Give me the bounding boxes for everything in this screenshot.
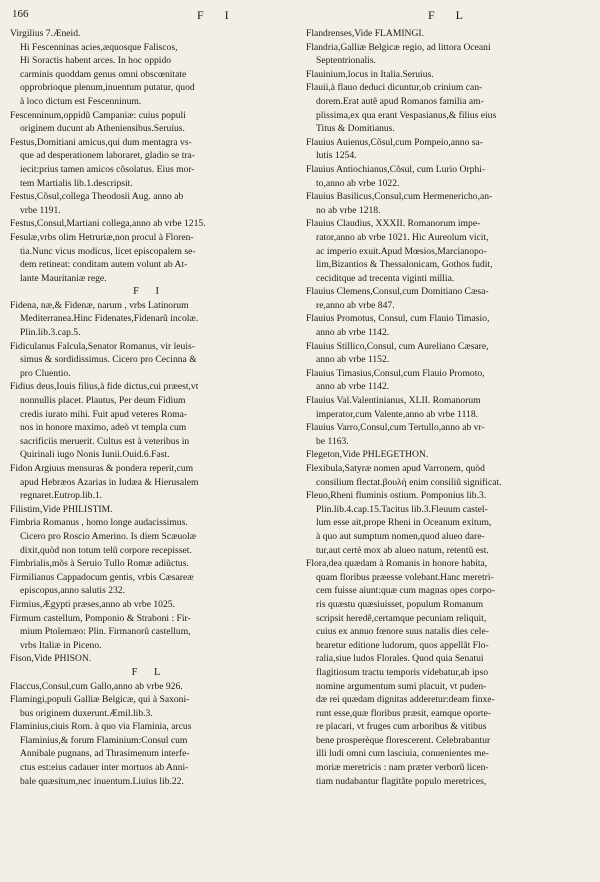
entry-line: Flegeton,Vide PHLEGETHON. (306, 449, 429, 461)
dictionary-entry (306, 217, 588, 285)
entry-line: bale quæsitum,nec inuentum.Liuius lib.22. (20, 775, 184, 787)
entry-line: dorem.Erat autẽ apud Romanos familia am- (316, 95, 484, 107)
dictionary-entry (10, 380, 289, 462)
entry-line: to,anno ab vrbe 1022. (316, 177, 400, 189)
entry-line: cuius ex annuo fœnore suus natalis dies cele- (316, 626, 489, 638)
dictionary-entry (306, 462, 588, 489)
dictionary-entry (10, 462, 289, 503)
entry-line: braretur editione ludorum, quos appellãt Flo- (316, 639, 489, 651)
dictionary-entry (306, 27, 588, 41)
entry-line: F L (131, 666, 168, 678)
entry-line: tiam nudabantur flagitãte populo meretrices, (316, 775, 487, 787)
entry-line: Mediterranea.Hinc Fidenates,Fidenarũ incolæ. (20, 313, 199, 325)
entry-line: bene prosperèque florescerent. Celebrabantur (316, 734, 491, 746)
entry-line: originem ducunt ab Atheniensibus.Seruius. (20, 123, 185, 135)
entry-line: consilium flectat.βουλὴ enim consiliũ significat. (316, 476, 502, 488)
dictionary-entry (306, 136, 588, 163)
entry-line: ralia,siue ludos Florales. Quod quia Senatui (316, 653, 484, 665)
entry-line: dem retineat: conditam autem volunt ab At- (20, 259, 188, 271)
dictionary-entry (10, 693, 289, 720)
entry-line: Flauius Stillico,Consul, cum Aureliano Cæsare, (306, 340, 489, 352)
entry-line: Flauius Antiochianus,Cõsul, cum Lurio Orphi- (306, 163, 486, 175)
entry-line: apud Hebræos Azarias in Iudæa & Hierusalem (20, 476, 199, 488)
entry-line: episcopus,anno salutis 232. (20, 585, 125, 597)
dictionary-entry (306, 81, 588, 135)
dictionary-entry (10, 720, 289, 788)
entry-line: à quo aut sumptum nomen,quod alueo dare- (316, 530, 485, 542)
entry-line: ctus est:eius cadauer inter mortuos ab Anni- (20, 762, 189, 774)
entry-line: ceciditque ad trecenta viginti millia. (316, 272, 455, 284)
entry-line: Hi Fescenninas acies,æquosque Faliscos, (20, 41, 178, 53)
entry-line: Fidius deus,Iouis filius,à fide dictus,cui præest,vt (10, 381, 199, 393)
entry-line: Flauius Clemens,Consul,cum Domitiano Cæsa- (306, 286, 489, 298)
entry-line: tia.Nunc vicus modicus, licet episcopalem se- (20, 245, 196, 257)
entry-line: lutis 1254. (316, 150, 357, 162)
entry-line: rator,anno ab vrbe 1021. Hic Aureolum vicit, (316, 231, 489, 243)
entry-line: Cicero pro Roscio Amerino. Is diem Scæuolæ (20, 530, 197, 542)
entry-line: Quirinali iugo Nonis Iunii.Ouid.6.Fast. (20, 449, 170, 461)
dictionary-entry (10, 680, 289, 694)
entry-line: iecit:prius tamen amicos cõsolatus. Eius mor- (20, 163, 195, 175)
entry-line: pro Cluentio. (20, 367, 71, 379)
entry-line: runt esse,quæ floribus præsit, eamque oporte- (316, 707, 492, 719)
entry-line: Fidena, næ,& Fidenæ, narum , vrbs Latinorum (10, 299, 189, 311)
entry-line: Fidon Argiuus mensuras & pondera reperit,cum (10, 463, 194, 474)
entry-line: Flexibula,Satyræ nomen apud Varronem, quòd (306, 463, 485, 474)
entry-line: Flandria,Galliæ Belgicæ regio, ad littora Oceani (306, 41, 491, 53)
right-column (306, 27, 588, 788)
entry-line: nomine argumentum sumi placuit, vt puden- (316, 680, 487, 692)
dictionary-entry (10, 27, 289, 109)
entry-line: Hi Soractis habent arces. In hoc oppido (20, 55, 172, 67)
entry-line: Flaminius,& forum Flaminium:Consul cum (20, 734, 188, 746)
entry-line: quam floribus præesse volebant.Hanc meretri- (316, 571, 494, 583)
entry-line: dixit,quòd non totum telũ corpore recepisset. (20, 544, 192, 556)
page-number: 166 (12, 8, 29, 20)
entry-line: tem Martialis lib.1.descripsit. (20, 177, 133, 189)
entry-line: Flauius Timasius,Consul,cum Flauio Promoto, (306, 367, 485, 379)
entry-line: be 1163. (316, 435, 349, 447)
entry-line: Flauii,à flauo deduci dicuntur,ob crinium can- (306, 82, 483, 94)
entry-line: Flamingi,populi Galliæ Belgicæ, qui à Saxoni- (10, 694, 190, 706)
entry-line: Festus,Domitiani amicus,qui dum mentagra vs- (10, 136, 192, 148)
entry-line: Firmius,Ægypti præses,anno ab vrbe 1025. (10, 598, 175, 610)
entry-line: re placari, vt fruges cum arboribus & vitibus (316, 721, 487, 733)
entry-line: opprobrioque plenum,inuentum putatur, quod (20, 82, 195, 94)
entry-line: Firmum castellum, Pomponio & Straboni : Fir- (10, 612, 191, 624)
entry-line: lum esse ait,prope Rheni in Oceanum exitum, (316, 517, 492, 529)
dictionary-entry (10, 571, 289, 598)
dictionary-entry (306, 557, 588, 788)
right-column-heading: F L (428, 8, 473, 22)
entry-line: plissima,ex qua erant Vespasianus,& filius eius (316, 109, 497, 121)
dictionary-entry (306, 312, 588, 339)
entry-line: Flauius Promotus, Consul, cum Flauio Timasio, (306, 313, 490, 325)
entry-line: cem fuisse aiunt:quæ cum magnas opes corpo- (316, 585, 496, 597)
entry-line: Septentrionalis. (316, 55, 376, 67)
dictionary-entry (10, 503, 289, 517)
entry-line: à loco dictum est Fescenninum. (20, 95, 142, 107)
entry-line: anno ab vrbe 1152. (316, 354, 390, 366)
entry-line: Filistim,Vide PHILISTIM. (10, 503, 113, 515)
entry-line: nos in honore maximo, adeò vt templa cum (20, 422, 187, 434)
entry-line: Flora,dea quædam à Romanis in honore habita, (306, 558, 488, 570)
entry-line: F I (133, 286, 166, 298)
dictionary-entry (306, 340, 588, 367)
entry-line: Flauius Auienus,Cõsul,cum Pompeio,anno sa- (306, 136, 483, 148)
entry-line: ris quæstu quæsiuisset, populum Romanum (316, 598, 484, 610)
entry-line: flagitiosum tractu temporis videbatur,ab ipso (316, 666, 488, 678)
entry-line: carminis quoddam genus omni obscœnitate (20, 68, 187, 80)
dictionary-entry (306, 285, 588, 312)
section-heading (10, 285, 289, 299)
entry-line: Plin.lib.3.cap.5. (20, 327, 81, 339)
dictionary-entry (306, 41, 588, 68)
entry-line: vrbe 1191. (20, 204, 61, 216)
dictionary-entry (306, 163, 588, 190)
entry-line: lante Mauritaniæ rege. (20, 272, 107, 284)
dictionary-entry (306, 190, 588, 217)
dictionary-entry (10, 190, 289, 217)
entry-line: Flaccus,Consul,cum Gallo,anno ab vrbe 926. (10, 680, 183, 692)
entry-line: Plin.lib.4.cap.15.Tacitus lib.3.Fleuum castel- (316, 503, 488, 515)
entry-line: Flauius Basilicus,Consul,cum Hermenericho,an- (306, 191, 493, 203)
dictionary-entry (306, 489, 588, 557)
dictionary-entry (10, 612, 289, 653)
dictionary-entry (306, 421, 588, 448)
entry-line: Fison,Vide PHISON. (10, 653, 92, 665)
entry-line: dæ rei quædam dignitas adderetur:deam finxe- (316, 694, 495, 706)
running-header (0, 8, 600, 26)
entry-line: Virgilius 7.Æneid. (10, 28, 81, 39)
entry-line: Fidiculanus Falcula,Senator Romanus, vir leuis- (10, 340, 195, 352)
entry-line: Fleuo,Rheni fluminis ostium. Pomponius lib.3. (306, 490, 487, 502)
dictionary-entry (10, 109, 289, 136)
left-column (10, 27, 289, 788)
dictionary-entry (306, 68, 588, 82)
dictionary-entry (10, 652, 289, 666)
entry-line: Annibale pugnans, ad Thrasimenum interfe- (20, 748, 190, 760)
left-column-heading: F I (197, 8, 238, 22)
entry-line: ac imperio exuit.Apud Mœsios,Marcianopo- (316, 245, 487, 257)
entry-line: scripsit heredẽ,certamque pecuniam reliquit, (316, 612, 487, 624)
entry-line: Festus,Cõsul,collega Theodosii Aug. anno ab (10, 191, 184, 203)
dictionary-entry (10, 557, 289, 571)
entry-line: lim,Bizantios & Thessalonicam, Gothos fudit, (316, 259, 493, 271)
entry-line: re,anno ab vrbe 847. (316, 299, 395, 311)
dictionary-entry (10, 217, 289, 231)
entry-line: illi ludi omni cum lasciuia, conuenientes me- (316, 748, 489, 760)
dictionary-entry (10, 340, 289, 381)
entry-line: Firmilianus Cappadocum gentis, vrbis Cæsareæ (10, 571, 194, 583)
entry-line: Flauius Varro,Consul,cum Tertullo,anno ab vr- (306, 422, 485, 434)
entry-line: anno ab vrbe 1142. (316, 381, 390, 393)
entry-line: moriæ meretricis : nam præter verborũ licen- (316, 762, 489, 774)
entry-line: regnaret.Eutrop.lib.1. (20, 490, 103, 502)
entry-line: Fescenninum,oppidũ Campaniæ: cuius populi (10, 109, 186, 121)
entry-line: Flauius Claudius, XXXII. Romanorum impe- (306, 218, 481, 230)
dictionary-entry (10, 231, 289, 285)
entry-line: vrbs Italiæ in Piceno. (20, 639, 102, 651)
entry-line: Flauius Val.Valentinianus, XLII. Romanorum (306, 395, 481, 407)
dictionary-entry (10, 136, 289, 190)
entry-line: credis iurato mihi. Fuit apud veteres Roma- (20, 408, 188, 420)
entry-line: Fimbria Romanus , homo longe audacissimus. (10, 517, 188, 529)
entry-line: mium Ptolemæo: Plin. Firmanorũ castellum, (20, 626, 191, 638)
entry-line: Fimbrialis,mõs à Seruio Tullo Romæ adiũctus. (10, 558, 189, 570)
entry-line: Flandrenses,Vide FLAMINGI. (306, 28, 424, 39)
entry-line: Fesulæ,vrbs olim Hetruriæ,non procul à Floren- (10, 231, 194, 243)
entry-line: que ad desperationem laboraret, gladio se tra- (20, 150, 196, 162)
section-heading (10, 666, 289, 680)
entry-line: bus originem duxerunt.Æmil.lib.3. (20, 707, 153, 719)
entry-line: no ab vrbe 1218. (316, 204, 381, 216)
entry-line: anno ab vrbe 1142. (316, 327, 390, 339)
dictionary-entry (10, 299, 289, 340)
entry-line: Titus & Domitianus. (316, 123, 395, 135)
entry-line: Flaminius,ciuis Rom. à quo via Flaminia, arcus (10, 721, 192, 733)
entry-line: tur,aut certè mox ab alueo natum, retentũ est. (316, 544, 489, 556)
entry-line: nonnullis placet. Plautus, Per deum Fidium (20, 395, 186, 407)
dictionary-entry (306, 367, 588, 394)
entry-line: simus & sordidissimus. Cicero pro Cecinna & (20, 354, 197, 366)
entry-line: Flauinium,locus in Italia.Seruius. (306, 68, 434, 80)
dictionary-entry (306, 394, 588, 421)
dictionary-entry (10, 516, 289, 557)
dictionary-entry (10, 598, 289, 612)
entry-line: Festus,Consul,Martiani collega,anno ab vrbe 1215. (10, 218, 206, 230)
entry-line: imperator,cum Valente,anno ab vrbe 1118. (316, 408, 479, 420)
entry-line: sacrificiis meruerit. Cultus est à veteribus in (20, 435, 190, 447)
dictionary-entry (306, 448, 588, 462)
